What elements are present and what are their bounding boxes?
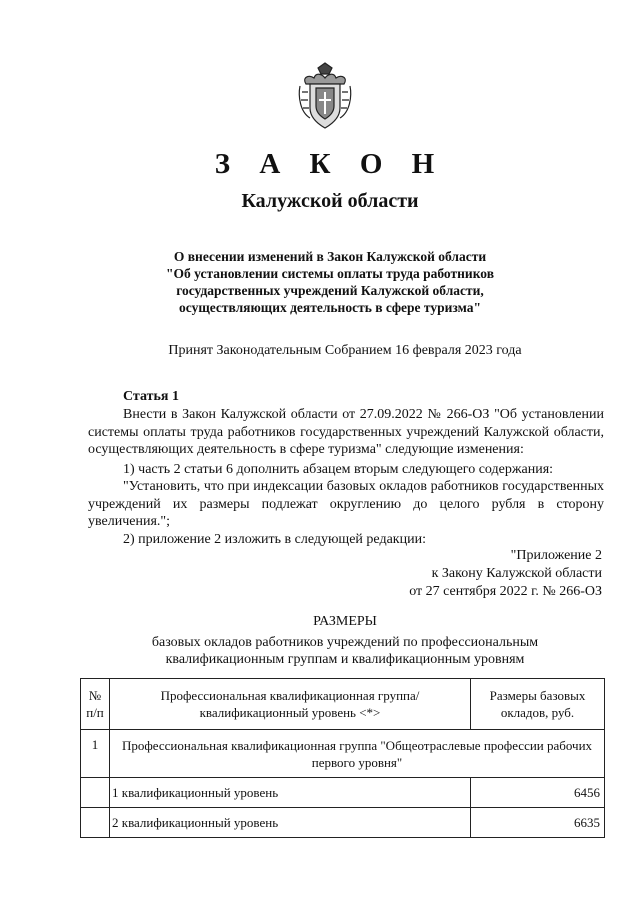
sizes-subtitle-line: квалификационным группам и квалификационным уровням [165,652,525,667]
subject-line: государственных учреждений Калужской области, [176,283,484,298]
row-level: 1 квалификационный уровень [110,778,471,808]
row-number [81,808,110,838]
column-header-group: Профессиональная квалификационная группа/квалификационный уровень <*> [110,679,471,730]
subject-line: О внесении изменений в Закон Калужской области [173,249,487,264]
article-quote: "Установить, что при индексации базовых окладов работников государственных учреждений их размеры подлежат округлению до целого рубля в сторону увеличения."; [88,479,604,529]
sizes-subtitle [130,634,560,668]
appendix-line: "Приложение 2 [510,548,602,563]
coat-of-arms-emblem-icon [296,62,354,132]
table-row [81,778,605,808]
row-salary: 6456 [471,778,605,808]
row-level: 2 квалификационный уровень [110,808,471,838]
group-number: 1 [81,730,110,778]
article-heading: Статья 1 [123,389,179,404]
row-number [81,778,110,808]
row-salary: 6635 [471,808,605,838]
article-item-2: 2) приложение 2 изложить в следующей редакции: [123,532,426,547]
table-header-row [81,679,605,730]
article-item-1: 1) часть 2 статьи 6 дополнить абзацем вторым следующего содержания: [123,462,554,477]
table-row [81,808,605,838]
subject-line: осуществляющих деятельность в сфере туризма" [179,300,481,315]
table-group-row [81,730,605,778]
appendix-line: от 27 сентября 2022 г. № 266-ОЗ [409,584,602,599]
salary-table [80,678,605,838]
subject-line: "Об установлении системы оплаты труда работников [166,266,494,281]
law-title: З А К О Н [214,148,446,180]
appendix-reference [409,547,602,601]
sizes-title: РАЗМЕРЫ [313,614,377,629]
law-subject [130,248,530,316]
region-name: Калужской области [241,190,419,212]
adoption-statement: Принят Законодательным Собранием 16 февраля 2023 года [168,343,522,358]
sizes-subtitle-line: базовых окладов работников учреждений по профессиональным [151,635,539,650]
group-name: Профессиональная квалификационная группа "Общеотраслевые профессии рабочих первого уровня" [110,730,605,778]
column-header-number: № п/п [81,679,110,730]
appendix-line: к Закону Калужской области [431,566,602,581]
column-header-salary: Размеры базовых окладов, руб. [471,679,605,730]
article-intro: Внести в Закон Калужской области от 27.09.2022 № 266-ОЗ "Об установлении системы оплаты труда работников государственных учреждений Калужской области, осуществляющих деятельность в сфере туризма" следующие изменения: [88,407,604,457]
